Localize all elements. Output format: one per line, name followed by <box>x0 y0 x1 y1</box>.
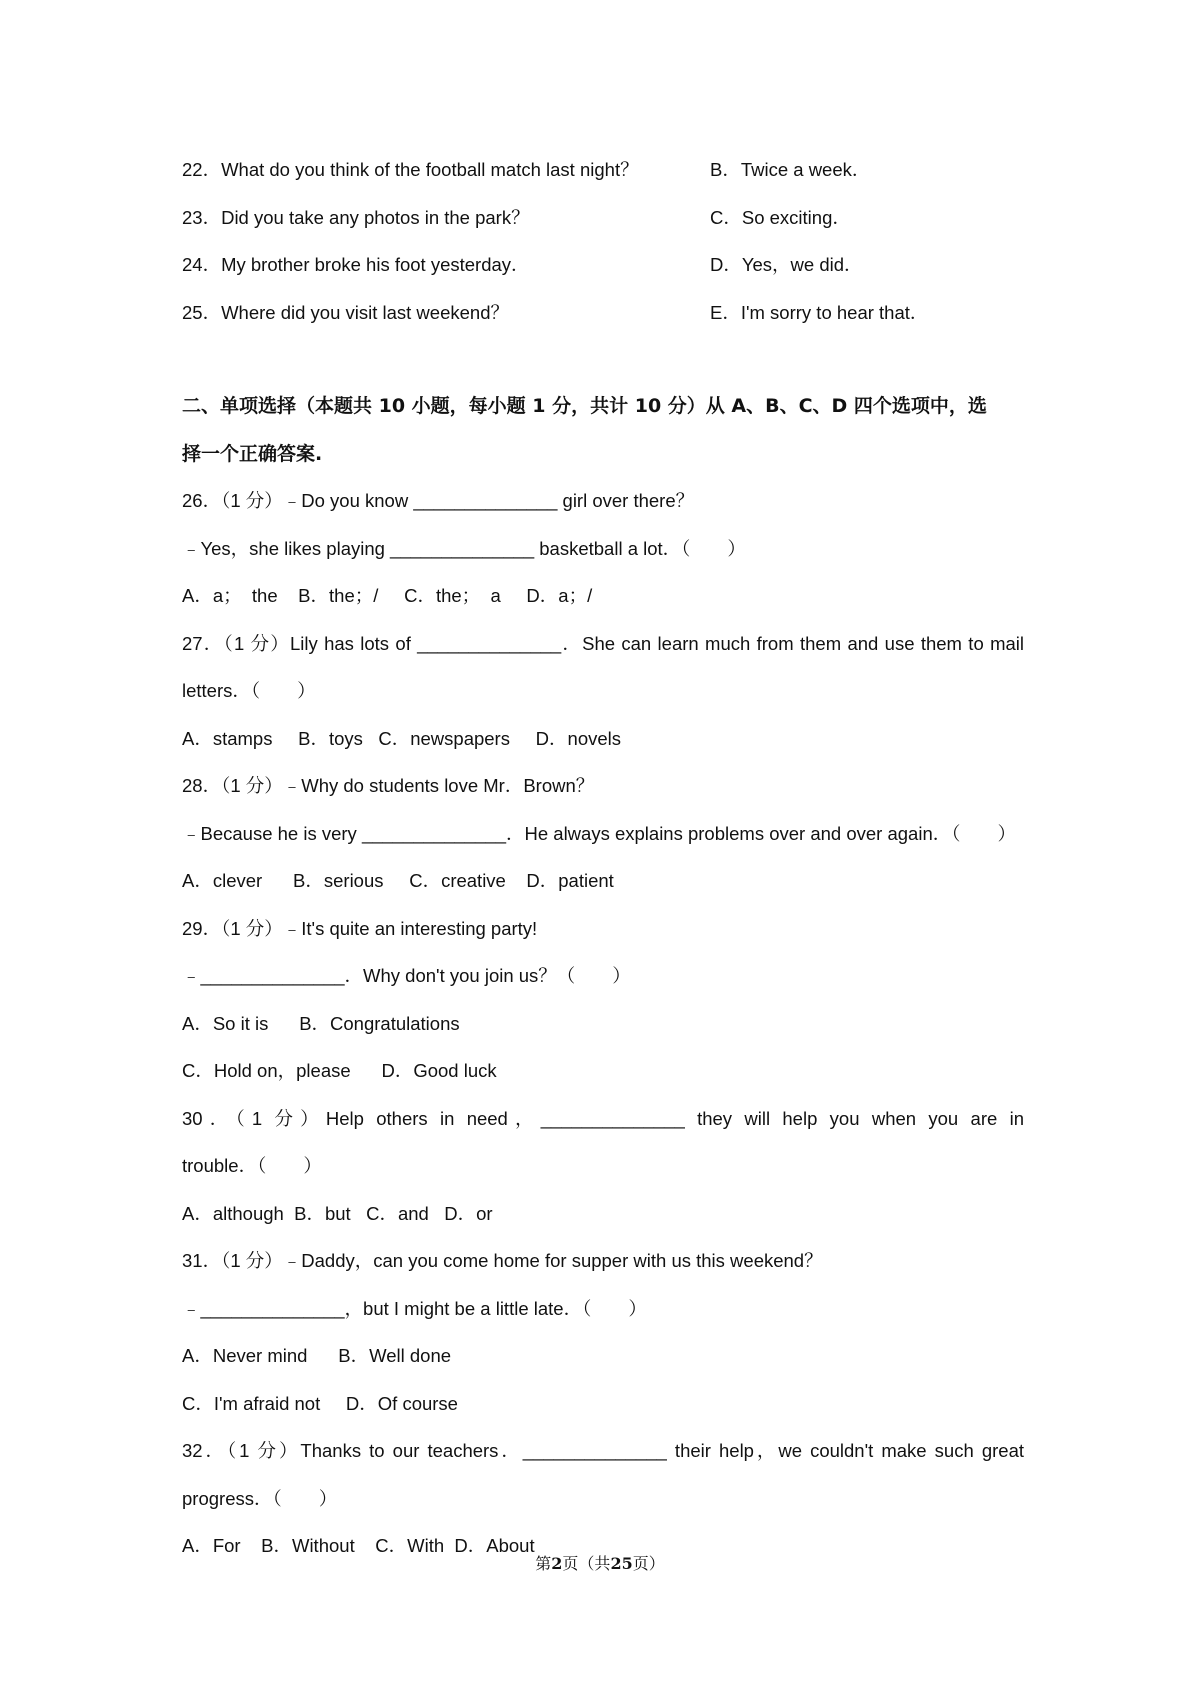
section-title-line-1: 二、单项选择（本题共 10 小题，每小题 1 分，共计 10 分）从 A、B、C、D 四个选项中，选 <box>182 395 987 417</box>
matching-question-23: 23．Did you take any photos in the park？ <box>182 207 530 228</box>
section-title-line-2: 择一个正确答案. <box>182 443 323 465</box>
page-footer <box>0 1553 1200 1575</box>
footer-middle: 页（共 <box>562 1554 611 1573</box>
question-response: ﹣______________，but I might be a little late．（ ） <box>182 1298 647 1319</box>
matching-answer-e: E．I'm sorry to hear that． <box>710 302 929 323</box>
question-stem: 29．（1 分）﹣It's quite an interesting party! <box>182 918 538 939</box>
question-stem-continued: letters．（ ） <box>182 680 316 701</box>
footer-prefix: 第 <box>535 1554 552 1573</box>
question-stem: 32．（1 分）Thanks to our teachers．______________ their help，we couldn't make such great <box>182 1440 1024 1461</box>
matching-answer-b: B．Twice a week． <box>710 159 871 180</box>
question-options: A．stamps B．toys C．newspapers D．novels <box>182 728 622 749</box>
matching-question-25: 25．Where did you visit last weekend？ <box>182 302 509 323</box>
question-stem: 30．（1 分）Help others in need，______________ they will help you when you are in <box>182 1108 1024 1129</box>
question-options-row-2: C．Hold on，please D．Good luck <box>182 1060 497 1081</box>
question-options: A．clever B．serious C．creative D．patient <box>182 870 614 891</box>
question-options-row-1: A．Never mind B．Well done <box>182 1345 452 1366</box>
question-stem: 26．（1 分）﹣Do you know ______________ girl over there？ <box>182 490 695 511</box>
question-stem-continued: trouble．（ ） <box>182 1155 322 1176</box>
question-response: ﹣Yes，she likes playing ______________ basketball a lot．（ ） <box>182 538 746 559</box>
question-options-row-1: A．So it is B．Congratulations <box>182 1013 460 1034</box>
question-options: A．a； the B．the；/ C．the； a D．a；/ <box>182 585 593 606</box>
question-stem: 28．（1 分）﹣Why do students love Mr．Brown？ <box>182 775 595 796</box>
total-pages-number: 25 <box>610 1554 633 1573</box>
question-response: ﹣Because he is very ______________．He always explains problems over and over again．（ ） <box>182 823 1016 844</box>
question-options: A．For B．Without C．With D．About <box>182 1535 535 1556</box>
question-response: ﹣______________．Why don't you join us？（ ） <box>182 965 631 986</box>
question-options: A．although B．but C．and D．or <box>182 1203 493 1224</box>
footer-suffix: 页） <box>632 1554 665 1573</box>
matching-answer-c: C．So exciting． <box>710 207 851 228</box>
matching-answer-d: D．Yes，we did． <box>710 254 863 275</box>
question-options-row-2: C．I'm afraid not D．Of course <box>182 1393 458 1414</box>
question-stem-continued: progress．（ ） <box>182 1488 338 1509</box>
question-stem: 27．（1 分）Lily has lots of ______________．She can learn much from them and use them to mail <box>182 633 1024 654</box>
matching-question-22: 22．What do you think of the football match last night？ <box>182 159 639 180</box>
matching-question-24: 24．My brother broke his foot yesterday． <box>182 254 530 275</box>
current-page-number: 2 <box>551 1554 563 1573</box>
question-stem: 31．（1 分）﹣Daddy，can you come home for supper with us this weekend？ <box>182 1250 823 1271</box>
